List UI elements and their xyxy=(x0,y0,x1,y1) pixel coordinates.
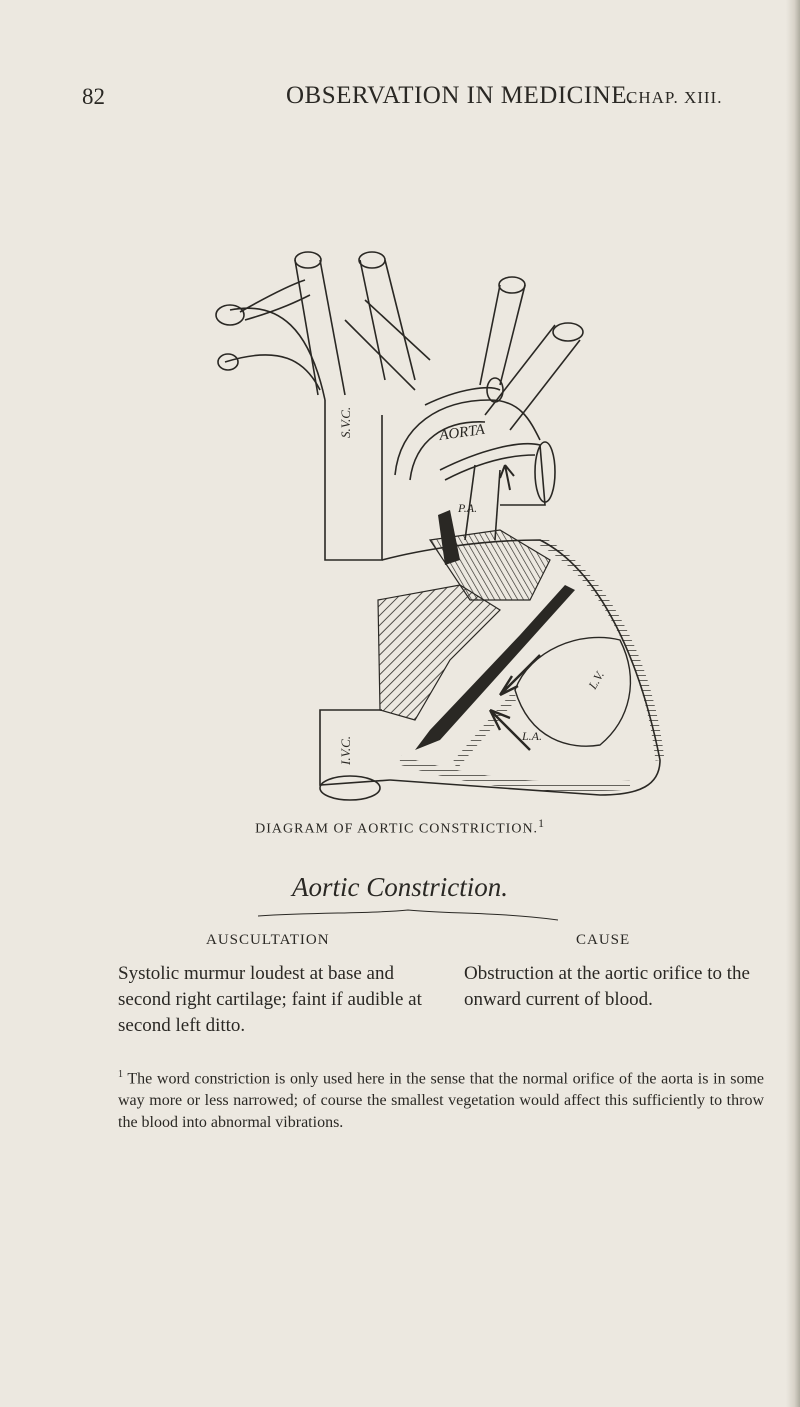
auscultation-text: Systolic murmur loudest at base and second right cartilage; faint if audible at second left ditto. xyxy=(118,963,422,1036)
label-pa: P.A. xyxy=(458,501,478,515)
footnote-marker: 1 xyxy=(118,1069,123,1080)
label-ivc: I.V.C. xyxy=(338,735,353,765)
vessel-opening xyxy=(216,305,244,325)
label-svc: S.V.C. xyxy=(338,406,353,438)
section-title: Aortic Constriction. xyxy=(292,872,508,902)
inferior-vena-cava-opening xyxy=(320,776,380,800)
footnote xyxy=(118,1064,764,1134)
cause-text: Obstruction at the aortic orifice to the onward current of blood. xyxy=(464,963,750,1010)
decorative-rule xyxy=(258,908,558,924)
label-la: L.A. xyxy=(522,729,543,743)
footnote-text: The word constriction is only used here in the sense that the normal orifice of the aorta is in some way more or less narrowed; of course the smallest vegetation would affect this sufficiently to throw the blood into abnormal vibrations. xyxy=(118,1070,764,1132)
running-head xyxy=(0,80,800,120)
superior-vena-cava xyxy=(325,400,382,560)
figure-caption-text: DIAGRAM OF AORTIC CONSTRICTION. xyxy=(255,821,539,837)
column-header-auscultation: AUSCULTATION xyxy=(206,932,330,948)
page-edge-shadow xyxy=(786,0,800,1407)
label-aorta: AORTA xyxy=(438,421,486,444)
aortic-constriction-diagram xyxy=(200,240,680,810)
running-title: OBSERVATION IN MEDICINE. xyxy=(286,82,634,109)
column-header-cause: CAUSE xyxy=(576,932,631,948)
chapter-label: CHAP. XIII. xyxy=(626,88,723,107)
figure-caption xyxy=(0,817,800,838)
caption-footnote-ref: 1 xyxy=(538,817,545,830)
right-atrium-hatching xyxy=(378,585,500,720)
page-number: 82 xyxy=(82,84,105,109)
label-lv: L.V. xyxy=(585,668,607,692)
